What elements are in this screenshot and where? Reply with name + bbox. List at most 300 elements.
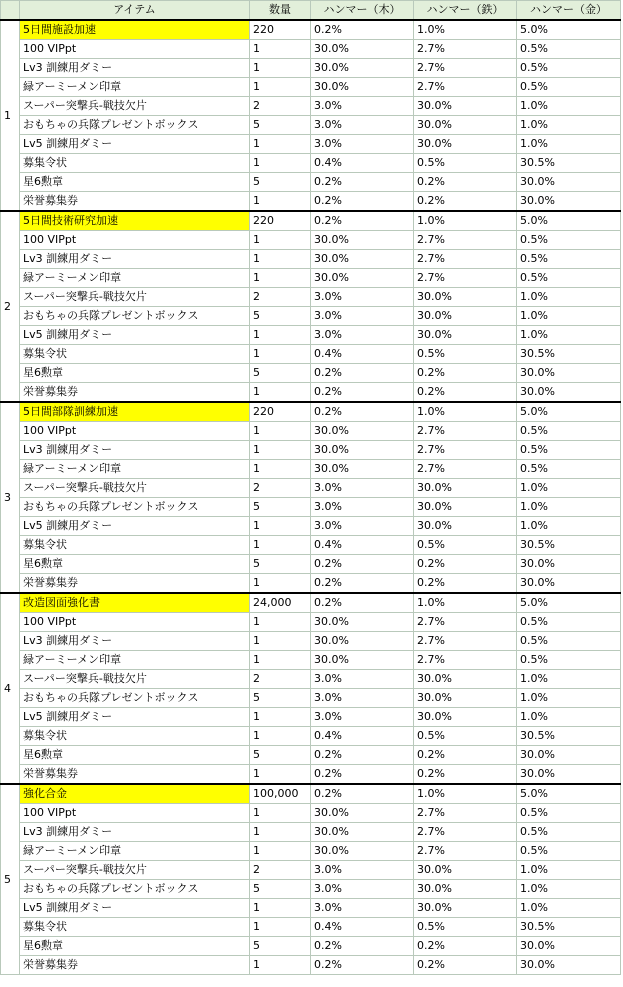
table-row <box>1 937 621 956</box>
table-row <box>1 765 621 785</box>
hammer-wood-cell: 0.2% <box>311 784 414 804</box>
quantity-cell: 1 <box>250 536 311 555</box>
table-row <box>1 364 621 383</box>
quantity-cell: 1 <box>250 823 311 842</box>
item-cell: 5日間技術研究加速 <box>20 211 250 231</box>
hammer-iron-cell: 0.2% <box>414 173 517 192</box>
table-row <box>1 59 621 78</box>
table-row <box>1 211 621 231</box>
quantity-cell: 1 <box>250 383 311 403</box>
table-row <box>1 460 621 479</box>
table-row <box>1 116 621 135</box>
hammer-iron-cell: 0.5% <box>414 918 517 937</box>
quantity-cell: 24,000 <box>250 593 311 613</box>
quantity-cell: 2 <box>250 670 311 689</box>
hammer-wood-cell: 30.0% <box>311 78 414 97</box>
item-cell: 100 VIPpt <box>20 804 250 823</box>
hammer-wood-cell: 30.0% <box>311 842 414 861</box>
hammer-gold-cell: 30.0% <box>517 383 621 403</box>
hammer-wood-cell: 0.2% <box>311 956 414 975</box>
item-cell: おもちゃの兵隊プレゼントボックス <box>20 116 250 135</box>
quantity-cell: 1 <box>250 765 311 785</box>
hammer-gold-cell: 0.5% <box>517 632 621 651</box>
quantity-cell: 1 <box>250 40 311 59</box>
quantity-cell: 1 <box>250 154 311 173</box>
hammer-wood-cell: 3.0% <box>311 670 414 689</box>
item-cell: Lv3 訓練用ダミー <box>20 250 250 269</box>
table-row <box>1 269 621 288</box>
quantity-cell: 1 <box>250 517 311 536</box>
table-row <box>1 842 621 861</box>
hammer-gold-cell: 5.0% <box>517 20 621 40</box>
hammer-gold-cell: 5.0% <box>517 211 621 231</box>
quantity-cell: 5 <box>250 307 311 326</box>
hammer-iron-cell: 1.0% <box>414 211 517 231</box>
hammer-iron-cell: 30.0% <box>414 670 517 689</box>
hammer-gold-cell: 1.0% <box>517 670 621 689</box>
table-row <box>1 326 621 345</box>
hammer-wood-cell: 30.0% <box>311 804 414 823</box>
item-cell: Lv5 訓練用ダミー <box>20 708 250 727</box>
hammer-wood-cell: 30.0% <box>311 823 414 842</box>
hammer-gold-cell: 0.5% <box>517 40 621 59</box>
item-cell: 100 VIPpt <box>20 422 250 441</box>
table-row <box>1 574 621 594</box>
quantity-cell: 5 <box>250 173 311 192</box>
header-hammer-wood: ハンマー（木） <box>311 1 414 21</box>
item-cell: 栄誉募集券 <box>20 574 250 594</box>
quantity-cell: 220 <box>250 402 311 422</box>
hammer-iron-cell: 0.2% <box>414 364 517 383</box>
quantity-cell: 1 <box>250 899 311 918</box>
item-cell: 5日間部隊訓練加速 <box>20 402 250 422</box>
hammer-iron-cell: 0.5% <box>414 345 517 364</box>
quantity-cell: 1 <box>250 918 311 937</box>
hammer-gold-cell: 0.5% <box>517 804 621 823</box>
hammer-iron-cell: 2.7% <box>414 613 517 632</box>
hammer-wood-cell: 0.2% <box>311 746 414 765</box>
quantity-cell: 5 <box>250 746 311 765</box>
table-row <box>1 861 621 880</box>
quantity-cell: 1 <box>250 326 311 345</box>
item-cell: スーパー突撃兵-戦技欠片 <box>20 670 250 689</box>
hammer-iron-cell: 1.0% <box>414 593 517 613</box>
hammer-gold-cell: 1.0% <box>517 326 621 345</box>
item-cell: Lv5 訓練用ダミー <box>20 135 250 154</box>
hammer-wood-cell: 3.0% <box>311 479 414 498</box>
hammer-gold-cell: 0.5% <box>517 59 621 78</box>
quantity-cell: 220 <box>250 20 311 40</box>
hammer-gold-cell: 30.0% <box>517 956 621 975</box>
hammer-wood-cell: 3.0% <box>311 135 414 154</box>
table-row <box>1 784 621 804</box>
hammer-gold-cell: 0.5% <box>517 651 621 670</box>
table-row <box>1 804 621 823</box>
item-cell: スーパー突撃兵-戦技欠片 <box>20 861 250 880</box>
group-number: 4 <box>1 593 20 784</box>
hammer-iron-cell: 30.0% <box>414 708 517 727</box>
hammer-iron-cell: 30.0% <box>414 307 517 326</box>
item-cell: 星6勲章 <box>20 364 250 383</box>
hammer-wood-cell: 3.0% <box>311 97 414 116</box>
table-row <box>1 402 621 422</box>
hammer-iron-cell: 2.7% <box>414 842 517 861</box>
quantity-cell: 1 <box>250 250 311 269</box>
hammer-wood-cell: 30.0% <box>311 59 414 78</box>
item-cell: 緑アーミーメン印章 <box>20 460 250 479</box>
hammer-gold-cell: 5.0% <box>517 402 621 422</box>
item-cell: 星6勲章 <box>20 555 250 574</box>
hammer-iron-cell: 0.5% <box>414 154 517 173</box>
quantity-cell: 1 <box>250 269 311 288</box>
quantity-cell: 1 <box>250 78 311 97</box>
hammer-wood-cell: 3.0% <box>311 899 414 918</box>
quantity-cell: 1 <box>250 460 311 479</box>
table-row <box>1 880 621 899</box>
hammer-iron-cell: 1.0% <box>414 20 517 40</box>
header-hammer-iron: ハンマー（鉄） <box>414 1 517 21</box>
table-row <box>1 727 621 746</box>
item-cell: 募集令状 <box>20 918 250 937</box>
item-cell: 100 VIPpt <box>20 40 250 59</box>
hammer-wood-cell: 3.0% <box>311 307 414 326</box>
table-row <box>1 288 621 307</box>
table-row <box>1 899 621 918</box>
item-cell: 緑アーミーメン印章 <box>20 651 250 670</box>
quantity-cell: 2 <box>250 97 311 116</box>
quantity-cell: 5 <box>250 116 311 135</box>
quantity-cell: 2 <box>250 479 311 498</box>
hammer-gold-cell: 30.0% <box>517 746 621 765</box>
hammer-iron-cell: 30.0% <box>414 899 517 918</box>
hammer-gold-cell: 5.0% <box>517 784 621 804</box>
hammer-iron-cell: 0.2% <box>414 937 517 956</box>
item-cell: スーパー突撃兵-戦技欠片 <box>20 97 250 116</box>
quantity-cell: 1 <box>250 231 311 250</box>
hammer-iron-cell: 0.5% <box>414 536 517 555</box>
item-cell: 5日間施設加速 <box>20 20 250 40</box>
hammer-wood-cell: 0.2% <box>311 555 414 574</box>
header-row <box>1 1 621 21</box>
hammer-wood-cell: 0.2% <box>311 211 414 231</box>
hammer-wood-cell: 30.0% <box>311 632 414 651</box>
hammer-gold-cell: 5.0% <box>517 593 621 613</box>
hammer-wood-cell: 0.4% <box>311 536 414 555</box>
item-cell: おもちゃの兵隊プレゼントボックス <box>20 498 250 517</box>
hammer-wood-cell: 3.0% <box>311 689 414 708</box>
table-row <box>1 192 621 212</box>
hammer-wood-cell: 3.0% <box>311 861 414 880</box>
hammer-wood-cell: 0.2% <box>311 364 414 383</box>
hammer-gold-cell: 0.5% <box>517 613 621 632</box>
quantity-cell: 1 <box>250 651 311 670</box>
header-item: アイテム <box>20 1 250 21</box>
item-cell: Lv5 訓練用ダミー <box>20 326 250 345</box>
table-row <box>1 823 621 842</box>
hammer-gold-cell: 30.5% <box>517 154 621 173</box>
hammer-wood-cell: 3.0% <box>311 116 414 135</box>
hammer-wood-cell: 0.4% <box>311 154 414 173</box>
item-cell: 募集令状 <box>20 154 250 173</box>
hammer-iron-cell: 30.0% <box>414 479 517 498</box>
hammer-iron-cell: 0.2% <box>414 765 517 785</box>
hammer-gold-cell: 0.5% <box>517 842 621 861</box>
table-row <box>1 708 621 727</box>
hammer-gold-cell: 30.0% <box>517 937 621 956</box>
table-row <box>1 918 621 937</box>
item-cell: おもちゃの兵隊プレゼントボックス <box>20 880 250 899</box>
hammer-wood-cell: 0.2% <box>311 173 414 192</box>
hammer-gold-cell: 30.5% <box>517 727 621 746</box>
hammer-iron-cell: 30.0% <box>414 116 517 135</box>
hammer-gold-cell: 1.0% <box>517 517 621 536</box>
table-row <box>1 613 621 632</box>
table-row <box>1 517 621 536</box>
hammer-wood-cell: 0.4% <box>311 345 414 364</box>
hammer-wood-cell: 3.0% <box>311 288 414 307</box>
item-cell: おもちゃの兵隊プレゼントボックス <box>20 689 250 708</box>
hammer-wood-cell: 3.0% <box>311 498 414 517</box>
hammer-wood-cell: 0.2% <box>311 574 414 594</box>
hammer-iron-cell: 0.2% <box>414 192 517 212</box>
table-row <box>1 345 621 364</box>
hammer-iron-cell: 30.0% <box>414 861 517 880</box>
quantity-cell: 1 <box>250 613 311 632</box>
hammer-wood-cell: 30.0% <box>311 40 414 59</box>
item-cell: 栄誉募集券 <box>20 383 250 403</box>
item-cell: 星6勲章 <box>20 173 250 192</box>
table-row <box>1 632 621 651</box>
item-cell: 改造図面強化書 <box>20 593 250 613</box>
hammer-gold-cell: 30.0% <box>517 364 621 383</box>
hammer-gold-cell: 30.5% <box>517 918 621 937</box>
quantity-cell: 5 <box>250 498 311 517</box>
quantity-cell: 1 <box>250 727 311 746</box>
hammer-wood-cell: 30.0% <box>311 460 414 479</box>
quantity-cell: 2 <box>250 288 311 307</box>
item-cell: 強化合金 <box>20 784 250 804</box>
item-cell: 100 VIPpt <box>20 613 250 632</box>
item-cell: おもちゃの兵隊プレゼントボックス <box>20 307 250 326</box>
hammer-iron-cell: 0.5% <box>414 727 517 746</box>
item-cell: Lv3 訓練用ダミー <box>20 59 250 78</box>
hammer-gold-cell: 1.0% <box>517 708 621 727</box>
table-row <box>1 593 621 613</box>
quantity-cell: 1 <box>250 422 311 441</box>
item-cell: 星6勲章 <box>20 746 250 765</box>
quantity-cell: 5 <box>250 364 311 383</box>
quantity-cell: 1 <box>250 192 311 212</box>
hammer-gold-cell: 1.0% <box>517 135 621 154</box>
quantity-cell: 1 <box>250 632 311 651</box>
hammer-iron-cell: 1.0% <box>414 784 517 804</box>
group-number: 2 <box>1 211 20 402</box>
quantity-cell: 5 <box>250 937 311 956</box>
hammer-gold-cell: 0.5% <box>517 460 621 479</box>
hammer-iron-cell: 30.0% <box>414 880 517 899</box>
hammer-iron-cell: 30.0% <box>414 288 517 307</box>
hammer-iron-cell: 1.0% <box>414 402 517 422</box>
hammer-wood-cell: 30.0% <box>311 651 414 670</box>
table-row <box>1 746 621 765</box>
item-cell: 緑アーミーメン印章 <box>20 842 250 861</box>
hammer-iron-cell: 0.2% <box>414 574 517 594</box>
hammer-iron-cell: 30.0% <box>414 135 517 154</box>
hammer-wood-cell: 3.0% <box>311 517 414 536</box>
table-row <box>1 231 621 250</box>
item-cell: 栄誉募集券 <box>20 956 250 975</box>
table-row <box>1 154 621 173</box>
table-row <box>1 135 621 154</box>
item-cell: 栄誉募集券 <box>20 765 250 785</box>
quantity-cell: 2 <box>250 861 311 880</box>
hammer-wood-cell: 0.4% <box>311 727 414 746</box>
hammer-iron-cell: 2.7% <box>414 59 517 78</box>
item-cell: 緑アーミーメン印章 <box>20 269 250 288</box>
hammer-gold-cell: 1.0% <box>517 97 621 116</box>
table-row <box>1 250 621 269</box>
header-hammer-gold: ハンマー（金） <box>517 1 621 21</box>
table-row <box>1 498 621 517</box>
hammer-iron-cell: 30.0% <box>414 97 517 116</box>
hammer-wood-cell: 0.2% <box>311 192 414 212</box>
quantity-cell: 5 <box>250 689 311 708</box>
item-cell: スーパー突撃兵-戦技欠片 <box>20 288 250 307</box>
hammer-gold-cell: 0.5% <box>517 231 621 250</box>
item-cell: 募集令状 <box>20 536 250 555</box>
table-row <box>1 670 621 689</box>
hammer-iron-cell: 0.2% <box>414 383 517 403</box>
hammer-iron-cell: 30.0% <box>414 326 517 345</box>
hammer-wood-cell: 30.0% <box>311 422 414 441</box>
item-cell: 星6勲章 <box>20 937 250 956</box>
quantity-cell: 1 <box>250 574 311 594</box>
table-row <box>1 97 621 116</box>
hammer-iron-cell: 2.7% <box>414 460 517 479</box>
table-row <box>1 651 621 670</box>
hammer-gold-cell: 30.0% <box>517 765 621 785</box>
table-row <box>1 173 621 192</box>
hammer-iron-cell: 0.2% <box>414 555 517 574</box>
hammer-gold-cell: 0.5% <box>517 823 621 842</box>
hammer-iron-cell: 2.7% <box>414 804 517 823</box>
hammer-iron-cell: 30.0% <box>414 517 517 536</box>
hammer-gold-cell: 1.0% <box>517 689 621 708</box>
item-cell: Lv3 訓練用ダミー <box>20 823 250 842</box>
hammer-iron-cell: 2.7% <box>414 231 517 250</box>
hammer-wood-cell: 3.0% <box>311 880 414 899</box>
table-row <box>1 78 621 97</box>
item-cell: 募集令状 <box>20 727 250 746</box>
table-row <box>1 40 621 59</box>
quantity-cell: 1 <box>250 441 311 460</box>
item-cell: Lv5 訓練用ダミー <box>20 899 250 918</box>
hammer-wood-cell: 0.2% <box>311 593 414 613</box>
hammer-gold-cell: 1.0% <box>517 116 621 135</box>
table-row <box>1 307 621 326</box>
table-row <box>1 689 621 708</box>
quantity-cell: 1 <box>250 956 311 975</box>
table-row <box>1 383 621 403</box>
table-row <box>1 555 621 574</box>
table-row <box>1 536 621 555</box>
header-corner <box>1 1 20 21</box>
quantity-cell: 5 <box>250 880 311 899</box>
hammer-wood-cell: 0.2% <box>311 20 414 40</box>
hammer-gold-cell: 30.5% <box>517 345 621 364</box>
hammer-gold-cell: 30.0% <box>517 574 621 594</box>
quantity-cell: 5 <box>250 555 311 574</box>
quantity-cell: 1 <box>250 345 311 364</box>
hammer-iron-cell: 2.7% <box>414 632 517 651</box>
table-row <box>1 20 621 40</box>
table-row <box>1 441 621 460</box>
hammer-gold-cell: 1.0% <box>517 899 621 918</box>
quantity-cell: 1 <box>250 59 311 78</box>
hammer-gold-cell: 0.5% <box>517 269 621 288</box>
quantity-cell: 1 <box>250 708 311 727</box>
hammer-gold-cell: 0.5% <box>517 441 621 460</box>
group-number: 1 <box>1 20 20 211</box>
hammer-iron-cell: 2.7% <box>414 40 517 59</box>
hammer-gold-cell: 30.0% <box>517 192 621 212</box>
hammer-iron-cell: 2.7% <box>414 78 517 97</box>
item-cell: Lv3 訓練用ダミー <box>20 441 250 460</box>
hammer-gold-cell: 30.0% <box>517 173 621 192</box>
hammer-iron-cell: 2.7% <box>414 422 517 441</box>
hammer-wood-cell: 30.0% <box>311 231 414 250</box>
table-body <box>1 20 621 975</box>
hammer-wood-cell: 30.0% <box>311 269 414 288</box>
hammer-iron-cell: 2.7% <box>414 651 517 670</box>
quantity-cell: 1 <box>250 804 311 823</box>
hammer-iron-cell: 0.2% <box>414 956 517 975</box>
quantity-cell: 1 <box>250 135 311 154</box>
hammer-iron-cell: 0.2% <box>414 746 517 765</box>
item-cell: 100 VIPpt <box>20 231 250 250</box>
hammer-wood-cell: 30.0% <box>311 613 414 632</box>
hammer-gold-cell: 0.5% <box>517 250 621 269</box>
item-cell: Lv3 訓練用ダミー <box>20 632 250 651</box>
header-quantity: 数量 <box>250 1 311 21</box>
hammer-iron-cell: 2.7% <box>414 250 517 269</box>
hammer-wood-cell: 30.0% <box>311 441 414 460</box>
hammer-gold-cell: 0.5% <box>517 78 621 97</box>
hammer-iron-cell: 30.0% <box>414 689 517 708</box>
quantity-cell: 220 <box>250 211 311 231</box>
group-number: 3 <box>1 402 20 593</box>
hammer-gold-cell: 1.0% <box>517 861 621 880</box>
table-row <box>1 422 621 441</box>
hammer-wood-cell: 0.4% <box>311 918 414 937</box>
hammer-iron-cell: 30.0% <box>414 498 517 517</box>
hammer-wood-cell: 0.2% <box>311 765 414 785</box>
hammer-wood-cell: 0.2% <box>311 402 414 422</box>
hammer-wood-cell: 0.2% <box>311 937 414 956</box>
hammer-gold-cell: 1.0% <box>517 288 621 307</box>
hammer-wood-cell: 3.0% <box>311 708 414 727</box>
item-cell: 緑アーミーメン印章 <box>20 78 250 97</box>
hammer-iron-cell: 2.7% <box>414 823 517 842</box>
item-cell: Lv5 訓練用ダミー <box>20 517 250 536</box>
hammer-gold-cell: 0.5% <box>517 422 621 441</box>
item-cell: 栄誉募集券 <box>20 192 250 212</box>
hammer-gold-cell: 1.0% <box>517 307 621 326</box>
hammer-wood-cell: 3.0% <box>311 326 414 345</box>
hammer-gold-cell: 1.0% <box>517 479 621 498</box>
hammer-wood-cell: 30.0% <box>311 250 414 269</box>
item-cell: 募集令状 <box>20 345 250 364</box>
